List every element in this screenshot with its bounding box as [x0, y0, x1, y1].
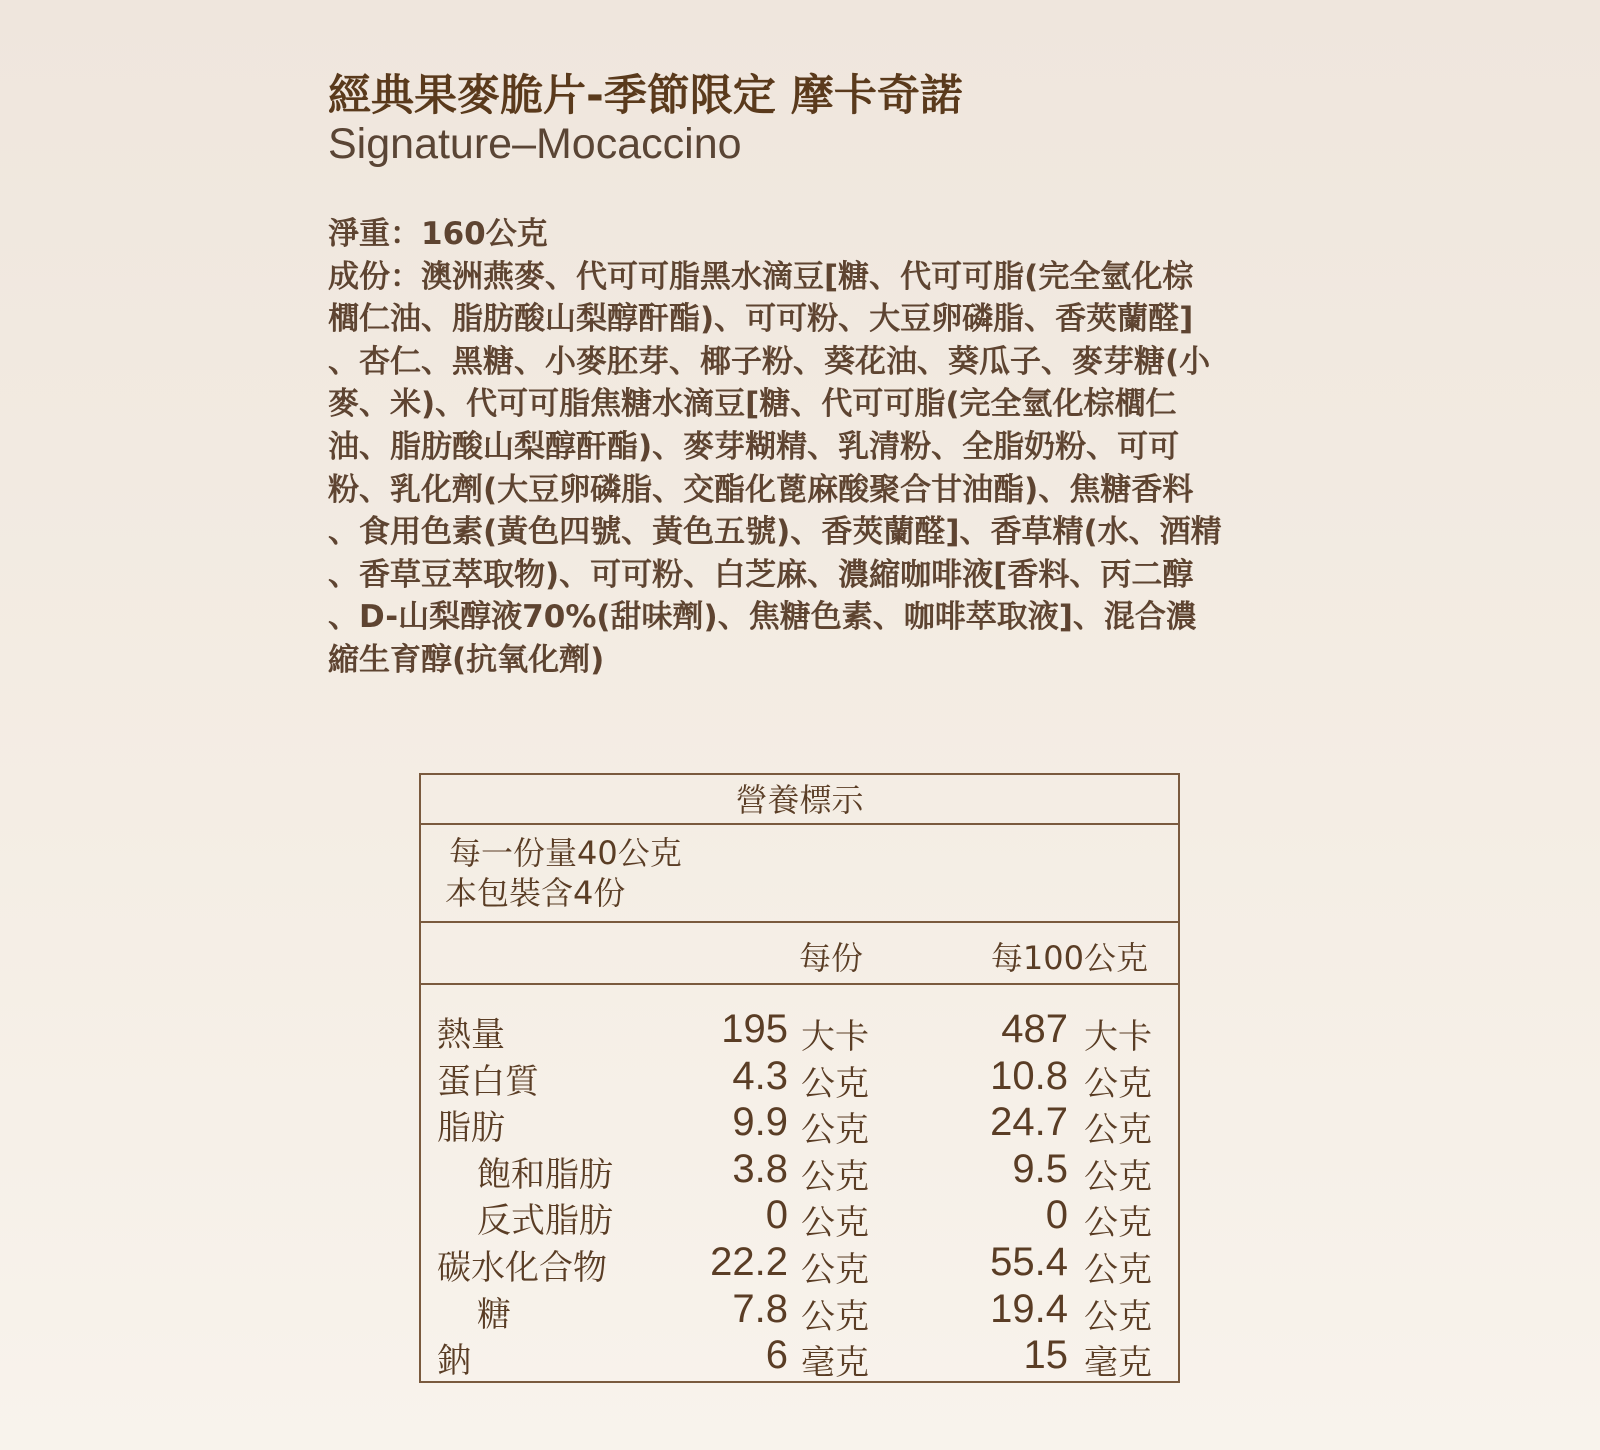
nutrition-title: 營養標示	[421, 775, 1178, 825]
per-serving-value: 6	[765, 1333, 788, 1378]
nutrient-name: 飽和脂肪	[477, 1154, 613, 1195]
nutrition-row-calories	[421, 1007, 1178, 1057]
per-100g-unit: 公克	[1084, 1110, 1152, 1151]
per-serving-unit: 公克	[801, 1203, 869, 1244]
per-100g-value: 24.7	[990, 1100, 1068, 1145]
nutrient-name: 蛋白質	[437, 1061, 539, 1102]
serving-info	[421, 825, 1178, 923]
per-serving-unit: 公克	[801, 1249, 869, 1290]
nutrition-row-trans-fat	[421, 1193, 1178, 1244]
per-serving-unit: 大卡	[801, 1017, 869, 1057]
per-100g-value: 10.8	[990, 1053, 1068, 1098]
col-per-100g: 每100公克	[990, 939, 1148, 977]
nutrition-row-sugar	[421, 1286, 1178, 1337]
per-serving-value: 9.9	[732, 1100, 788, 1145]
nutrient-name: 碳水化合物	[437, 1247, 607, 1288]
nutrient-name: 熱量	[437, 1015, 505, 1055]
per-100g-value: 15	[1023, 1333, 1068, 1378]
per-serving-value: 195	[721, 1007, 788, 1051]
per-100g-value: 9.5	[1012, 1146, 1068, 1191]
ingredients-line: 成份：澳洲燕麥、代可可脂黑水滴豆[糖、代可可脂(完全氫化棕	[328, 258, 1194, 295]
ingredients-line: 、食用色素(黃色四號、黃色五號)、香莢蘭醛]、香草精(水、酒精	[328, 514, 1222, 551]
nutrition-row-carbohydrate	[421, 1239, 1178, 1290]
nutrition-row-fat	[421, 1100, 1178, 1151]
per-100g-value: 19.4	[990, 1286, 1068, 1331]
col-per-serving: 每份	[798, 939, 863, 977]
per-serving-unit: 毫克	[801, 1343, 869, 1384]
nutrition-row-protein	[421, 1053, 1178, 1104]
ingredients-line: 櫚仁油、脂肪酸山梨醇酐酯)、可可粉、大豆卵磷脂、香莢蘭醛]	[328, 301, 1194, 338]
ingredients-line: 、杏仁、黑糖、小麥胚芽、椰子粉、葵花油、葵瓜子、麥芽糖(小	[328, 343, 1211, 380]
per-100g-unit: 公克	[1084, 1296, 1152, 1337]
nutrition-rows	[421, 985, 1178, 1384]
per-serving-unit: 公克	[801, 1296, 869, 1337]
ingredients-line: 、D-山梨醇液70%(甜味劑)、焦糖色素、咖啡萃取液]、混合濃	[328, 599, 1197, 636]
per-serving-value: 3.8	[732, 1146, 788, 1191]
per-100g-unit: 大卡	[1084, 1017, 1152, 1057]
per-serving-unit: 公克	[801, 1063, 869, 1104]
per-100g-unit: 公克	[1084, 1063, 1152, 1104]
net-weight: 淨重：160公克	[328, 216, 548, 252]
per-100g-unit: 公克	[1084, 1249, 1152, 1290]
per-100g-unit: 公克	[1084, 1156, 1152, 1197]
nutrient-name: 糖	[477, 1294, 511, 1335]
per-100g-value: 55.4	[990, 1239, 1068, 1284]
per-100g-unit: 公克	[1084, 1203, 1152, 1244]
per-100g-value: 0	[1045, 1193, 1068, 1238]
nutrition-column-headers	[421, 923, 1178, 985]
per-serving-value: 0	[765, 1193, 788, 1238]
ingredients-line: 粉、乳化劑(大豆卵磷脂、交酯化蓖麻酸聚合甘油酯)、焦糖香料	[328, 471, 1194, 508]
nutrition-row-saturated-fat	[421, 1146, 1178, 1197]
ingredients-line: 、香草豆萃取物)、可可粉、白芝麻、濃縮咖啡液[香料、丙二醇	[328, 556, 1194, 593]
product-info	[328, 213, 1278, 682]
nutrition-table	[419, 773, 1180, 1383]
ingredients-line: 油、脂肪酸山梨醇酐酯)、麥芽糊精、乳清粉、全脂奶粉、可可	[328, 428, 1180, 465]
ingredients-line: 麥、米)、代可可脂焦糖水滴豆[糖、代可可脂(完全氫化棕櫚仁	[328, 386, 1177, 423]
per-serving-value: 22.2	[710, 1239, 788, 1284]
nutrition-row-sodium	[421, 1333, 1178, 1384]
nutrient-name: 脂肪	[437, 1108, 505, 1149]
serving-size: 每一份量40公克	[449, 834, 682, 872]
per-serving-unit: 公克	[801, 1156, 869, 1197]
nutrient-name: 反式脂肪	[477, 1201, 613, 1242]
per-100g-value: 487	[1001, 1007, 1068, 1051]
nutrient-name: 鈉	[437, 1341, 471, 1382]
servings-per-package: 本包裝含4份	[445, 874, 626, 912]
per-serving-value: 4.3	[732, 1053, 788, 1098]
ingredients-line: 縮生育醇(抗氧化劑)	[328, 641, 605, 678]
product-title-en: Signature–Mocaccino	[328, 120, 742, 168]
product-title-zh: 經典果麥脆片-季節限定 摩卡奇諾	[328, 71, 963, 121]
per-100g-unit: 毫克	[1084, 1343, 1152, 1384]
per-serving-value: 7.8	[732, 1286, 788, 1331]
per-serving-unit: 公克	[801, 1110, 869, 1151]
